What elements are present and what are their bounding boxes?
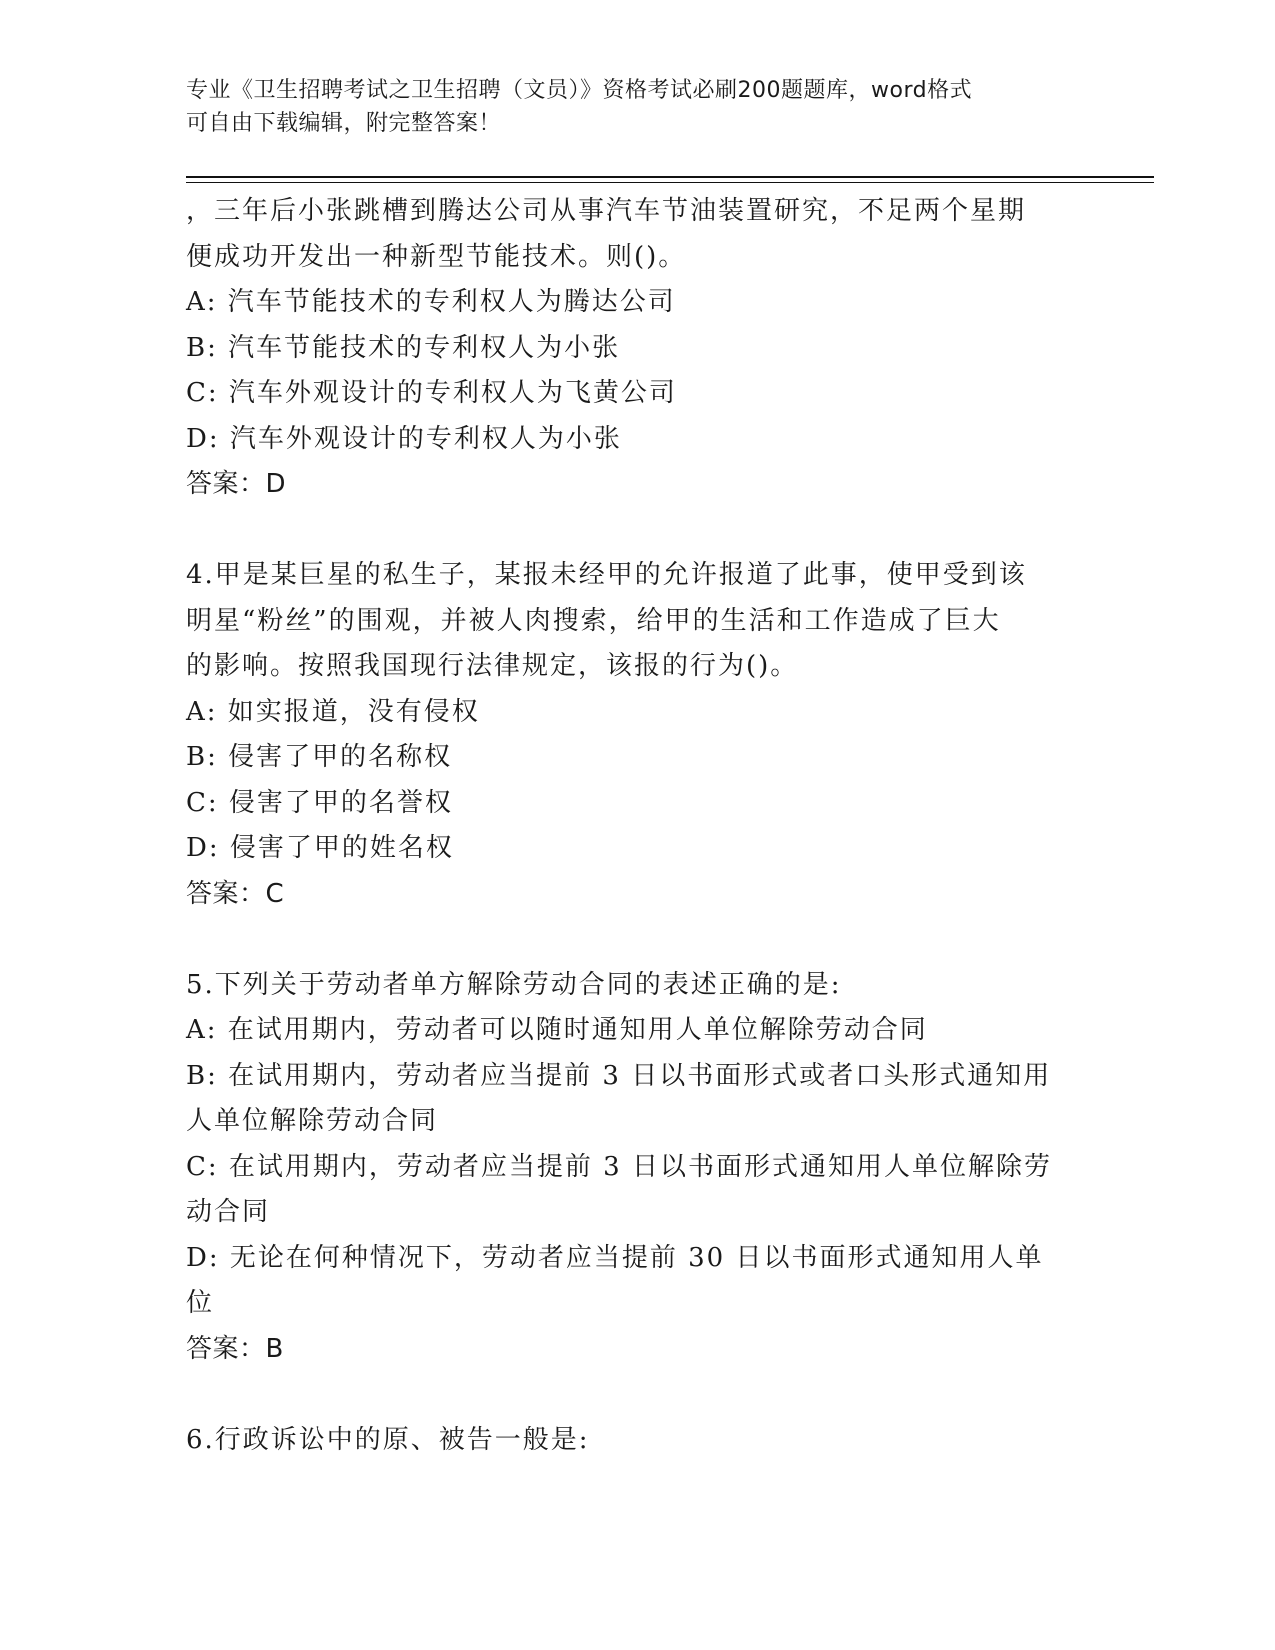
question-5-option-b-line-1: B: 在试用期内，劳动者应当提前 3 日以书面形式或者口头形式通知用 (186, 1060, 1052, 1091)
header-title-line-2: 可自由下载编辑，附完整答案！ (186, 111, 502, 136)
question-3-continuation (186, 189, 1076, 508)
question-4-answer: 答案：C (186, 878, 285, 909)
header-title-line-1: 专业《卫生招聘考试之卫生招聘（文员）》资格考试必刷200题题库，word格式 (186, 78, 973, 103)
header-divider-thin (186, 182, 1154, 183)
question-3-option-b: B: 汽车节能技术的专利权人为小张 (186, 332, 621, 363)
question-3-option-d: D: 汽车外观设计的专利权人为小张 (186, 423, 622, 454)
question-4-option-a: A: 如实报道，没有侵权 (186, 696, 480, 727)
question-content (186, 189, 1076, 1463)
question-4-option-b: B: 侵害了甲的名称权 (186, 742, 453, 772)
question-4-text-line-3: 的影响。按照我国现行法律规定，该报的行为()。 (186, 651, 799, 681)
question-5 (186, 963, 1076, 1373)
question-4-text-line-2: 明星“粉丝”的围观，并被人肉搜索，给甲的生活和工作造成了巨大 (186, 605, 1001, 636)
question-5-option-a: A: 在试用期内，劳动者可以随时通知用人单位解除劳动合同 (186, 1015, 928, 1045)
question-3-answer: 答案：D (186, 469, 287, 499)
question-5-text-line-1: 5.下列关于劳动者单方解除劳动合同的表述正确的是: (186, 969, 842, 1000)
question-3-text-line-2: 便成功开发出一种新型节能技术。则()。 (186, 241, 687, 272)
question-4 (186, 553, 1076, 917)
question-5-option-c-line-1: C: 在试用期内，劳动者应当提前 3 日以书面形式通知用人单位解除劳 (186, 1151, 1052, 1182)
question-5-answer: 答案：B (186, 1333, 284, 1364)
question-3-option-c: C: 汽车外观设计的专利权人为飞黄公司 (186, 378, 677, 408)
question-4-text-line-1: 4.甲是某巨星的私生子，某报未经甲的允许报道了此事，使甲受到该 (186, 560, 1027, 590)
question-6-text-line-1: 6.行政诉讼中的原、被告一般是: (186, 1424, 590, 1455)
question-5-option-d-line-1: D: 无论在何种情况下，劳动者应当提前 30 日以书面形式通知用人单 (186, 1242, 1044, 1273)
question-3-option-a: A: 汽车节能技术的专利权人为腾达公司 (186, 287, 676, 317)
header-divider-thick (186, 176, 1154, 178)
document-header (186, 74, 1066, 140)
question-3-text-line-1: ，三年后小张跳槽到腾达公司从事汽车节油装置研究，不足两个星期 (186, 196, 1027, 226)
question-4-option-d: D: 侵害了甲的姓名权 (186, 833, 454, 863)
question-5-option-b-line-2: 人单位解除劳动合同 (186, 1106, 439, 1136)
question-6 (186, 1418, 1076, 1464)
question-4-option-c: C: 侵害了甲的名誉权 (186, 787, 453, 818)
question-5-option-d-line-2: 位 (186, 1288, 215, 1318)
question-5-option-c-line-2: 动合同 (186, 1197, 271, 1227)
